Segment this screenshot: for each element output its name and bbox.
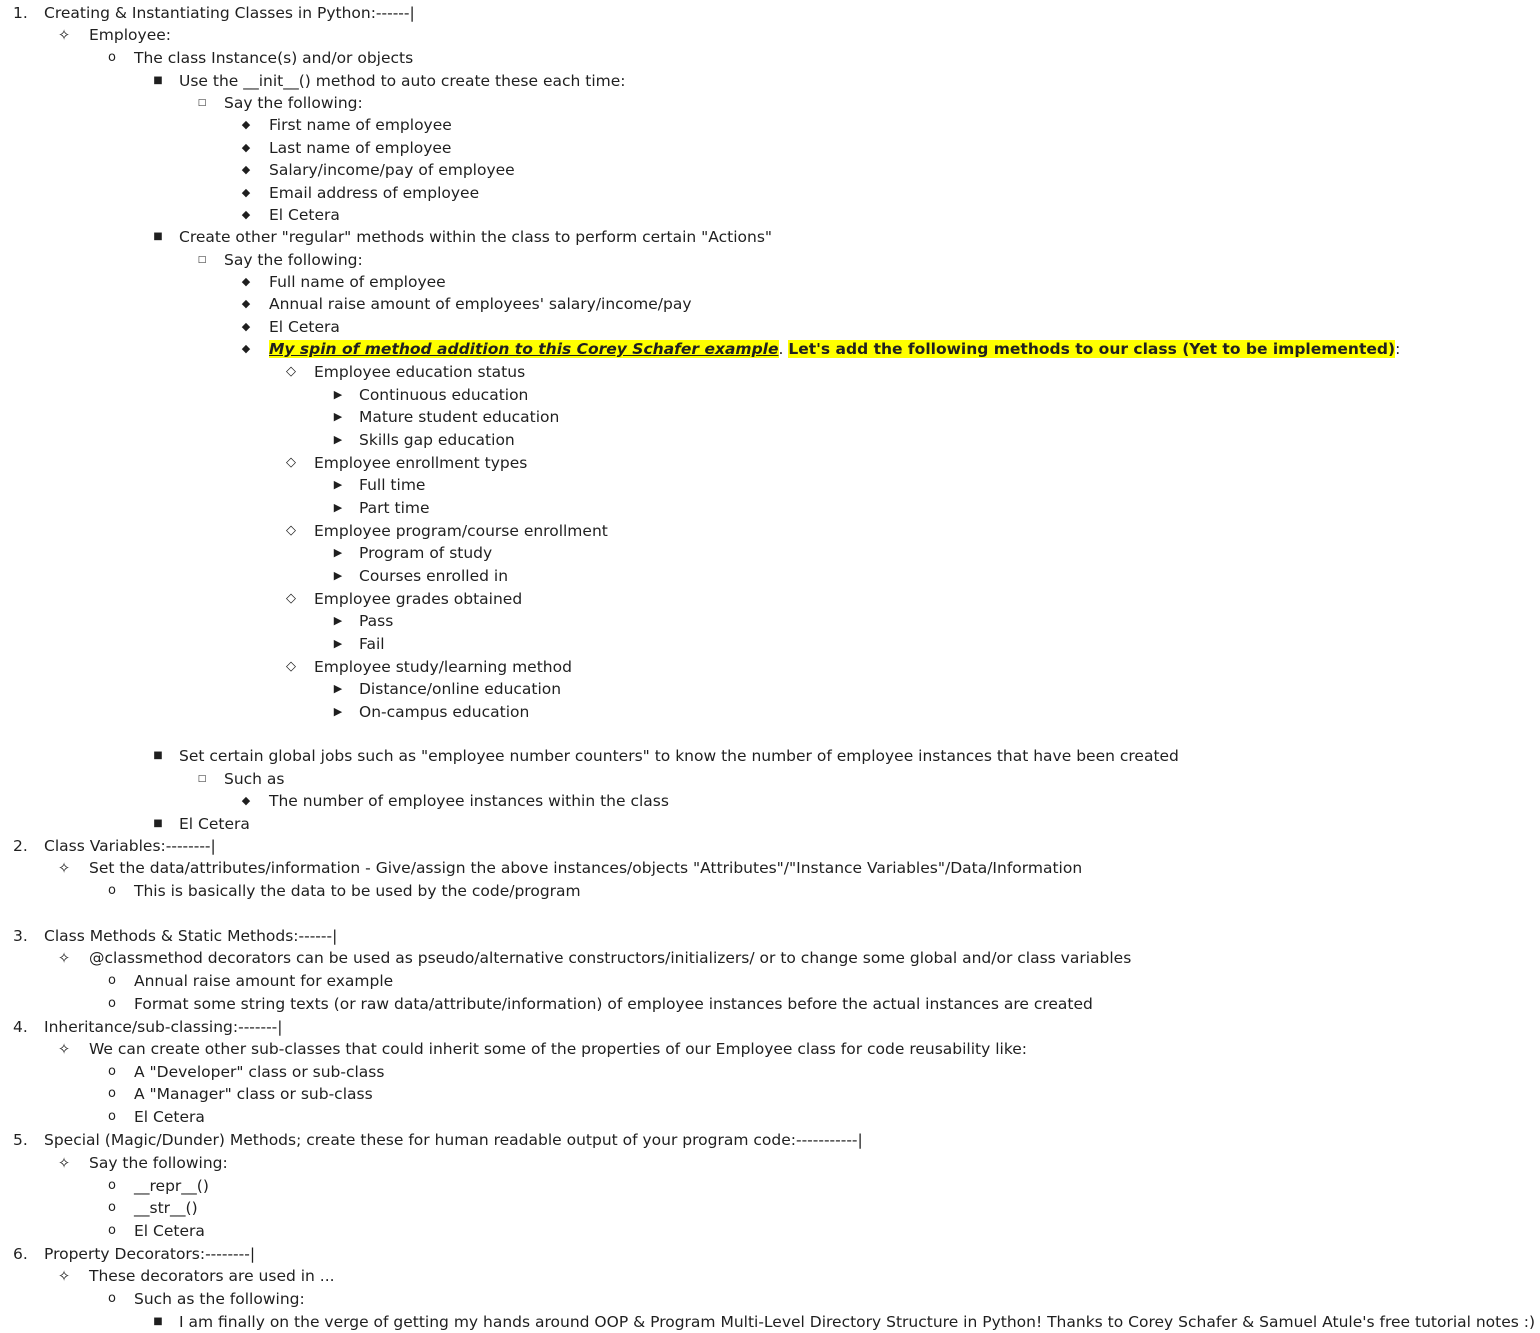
hollow-square-bullet-icon: □ xyxy=(197,98,207,108)
list-item-text: Pass xyxy=(359,612,394,630)
list-item-text: First name of employee xyxy=(269,116,452,134)
arrow-bullet-icon: ▶ xyxy=(333,637,343,650)
list-item-text: Last name of employee xyxy=(269,139,452,157)
list-item-text: A "Developer" class or sub-class xyxy=(134,1063,385,1081)
list-item-text: The class Instance(s) and/or objects xyxy=(134,49,414,67)
list-item-text: Program of study xyxy=(359,544,493,562)
circle-bullet-icon: o xyxy=(108,1109,116,1124)
list-item-text: A "Manager" class or sub-class xyxy=(134,1085,373,1103)
star-bullet-icon: ✧ xyxy=(57,1040,71,1058)
diamond-bullet-icon: ◆ xyxy=(241,275,251,288)
diamond-bullet-icon: ◆ xyxy=(241,297,251,310)
list-item-text: @classmethod decorators can be used as pseudo/alternative constructors/initializers/ or to change some global and/or class variables xyxy=(89,949,1132,967)
arrow-bullet-icon: ▶ xyxy=(333,388,343,401)
list-item-text: Employee program/course enrollment xyxy=(314,522,608,540)
circle-bullet-icon: o xyxy=(108,1200,116,1215)
arrow-bullet-icon: ▶ xyxy=(333,478,343,491)
diamond-bullet-icon: ◆ xyxy=(241,163,251,176)
circle-bullet-icon: o xyxy=(108,996,116,1011)
list-item-text: Full time xyxy=(359,476,426,494)
list-item-text: Fail xyxy=(359,635,385,653)
list-item-text: Part time xyxy=(359,499,430,517)
star-bullet-icon: ✧ xyxy=(57,1267,71,1285)
list-item-text: The number of employee instances within the class xyxy=(269,792,669,810)
arrow-bullet-icon: ▶ xyxy=(333,614,343,627)
list-item-text: Email address of employee xyxy=(269,184,480,202)
list-item-text: Use the __init__() method to auto create these each time: xyxy=(179,72,626,90)
arrow-bullet-icon: ▶ xyxy=(333,682,343,695)
circle-bullet-icon: o xyxy=(108,50,116,65)
list-item-text: Such as xyxy=(224,770,285,788)
list-item-text: Annual raise amount of employees' salary/income/pay xyxy=(269,295,692,313)
list-item-text: Set the data/attributes/information - Give/assign the above instances/objects "Attributes"/"Instance Variables"/Data/Information xyxy=(89,859,1083,877)
diamond-bullet-icon: ◆ xyxy=(241,186,251,199)
section-title: Class Methods & Static Methods:------| xyxy=(44,927,338,945)
diamond-bullet-icon: ◆ xyxy=(241,320,251,333)
list-item-text: El Cetera xyxy=(134,1108,205,1126)
hollow-diamond-bullet-icon: ◇ xyxy=(286,591,296,606)
section-title: Property Decorators:--------| xyxy=(44,1245,256,1263)
hollow-diamond-bullet-icon: ◇ xyxy=(286,364,296,379)
hollow-diamond-bullet-icon: ◇ xyxy=(286,523,296,538)
list-item-text: These decorators are used in ... xyxy=(89,1267,335,1285)
hollow-square-bullet-icon: □ xyxy=(197,255,207,265)
diamond-bullet-icon: ◆ xyxy=(241,141,251,154)
list-item-text: Format some string texts (or raw data/attribute/information) of employee instances before the actual instances are created xyxy=(134,995,1093,1013)
list-item-text: Mature student education xyxy=(359,408,560,426)
list-item-text: Set certain global jobs such as "employee number counters" to know the number of employee instances that have been created xyxy=(179,747,1179,765)
highlight-bold-text: Let's add the following methods to our class (Yet to be implemented) xyxy=(788,340,1396,358)
star-bullet-icon: ✧ xyxy=(57,1154,71,1172)
star-bullet-icon: ✧ xyxy=(57,26,71,44)
list-item-text: Employee enrollment types xyxy=(314,454,528,472)
hollow-diamond-bullet-icon: ◇ xyxy=(286,659,296,674)
list-item-text: Employee education status xyxy=(314,363,526,381)
list-item-text: Full name of employee xyxy=(269,273,446,291)
arrow-bullet-icon: ▶ xyxy=(333,433,343,446)
list-item-text: Continuous education xyxy=(359,386,529,404)
diamond-bullet-icon: ◆ xyxy=(241,118,251,131)
hollow-diamond-bullet-icon: ◇ xyxy=(286,455,296,470)
list-item-text: Salary/income/pay of employee xyxy=(269,161,515,179)
section-title: Class Variables:--------| xyxy=(44,837,216,855)
list-item-text: El Cetera xyxy=(269,318,340,336)
diamond-bullet-icon: ◆ xyxy=(241,208,251,221)
circle-bullet-icon: o xyxy=(108,1064,116,1079)
circle-bullet-icon: o xyxy=(108,1291,116,1306)
section-number: 5. xyxy=(13,1131,28,1149)
circle-bullet-icon: o xyxy=(108,1223,116,1238)
star-bullet-icon: ✧ xyxy=(57,949,71,967)
square-bullet-icon: ■ xyxy=(153,818,163,829)
list-item-text: Skills gap education xyxy=(359,431,515,449)
section-number: 4. xyxy=(13,1018,28,1036)
list-item-text: El Cetera xyxy=(134,1222,205,1240)
arrow-bullet-icon: ▶ xyxy=(333,546,343,559)
arrow-bullet-icon: ▶ xyxy=(333,501,343,514)
list-item-text: Distance/online education xyxy=(359,680,562,698)
arrow-bullet-icon: ▶ xyxy=(333,569,343,582)
section-number: 2. xyxy=(13,837,28,855)
circle-bullet-icon: o xyxy=(108,883,116,898)
circle-bullet-icon: o xyxy=(108,973,116,988)
section-number: 6. xyxy=(13,1245,28,1263)
list-item-text: Employee grades obtained xyxy=(314,590,523,608)
star-bullet-icon: ✧ xyxy=(57,859,71,877)
list-item-text: On-campus education xyxy=(359,703,530,721)
square-bullet-icon: ■ xyxy=(153,750,163,761)
list-item-text: El Cetera xyxy=(179,815,250,833)
list-item-text: Say the following: xyxy=(224,94,363,112)
square-bullet-icon: ■ xyxy=(153,231,163,242)
highlight-emphasis-text: My spin of method addition to this Corey Schafer example xyxy=(269,340,779,358)
circle-bullet-icon: o xyxy=(108,1178,116,1193)
square-bullet-icon: ■ xyxy=(153,1316,163,1327)
arrow-bullet-icon: ▶ xyxy=(333,705,343,718)
highlight-separator: . xyxy=(778,340,789,358)
section-title: Inheritance/sub-classing:-------| xyxy=(44,1018,283,1036)
list-item-text: Create other "regular" methods within the class to perform certain "Actions" xyxy=(179,228,773,246)
highlighted-note xyxy=(269,338,1400,360)
list-item-text: We can create other sub-classes that could inherit some of the properties of our Employee class for code reusability like: xyxy=(89,1040,1028,1058)
hollow-square-bullet-icon: □ xyxy=(197,774,207,784)
list-item-text: __str__() xyxy=(134,1199,198,1217)
diamond-bullet-icon: ◆ xyxy=(241,342,251,355)
list-item-text: Say the following: xyxy=(89,1154,228,1172)
list-item-text: Employee study/learning method xyxy=(314,658,572,676)
section-number: 1. xyxy=(13,4,28,22)
list-item-text: Employee: xyxy=(89,26,171,44)
square-bullet-icon: ■ xyxy=(153,75,163,86)
list-item-text: Such as the following: xyxy=(134,1290,305,1308)
diamond-bullet-icon: ◆ xyxy=(241,794,251,807)
arrow-bullet-icon: ▶ xyxy=(333,410,343,423)
section-title: Creating & Instantiating Classes in Python:------| xyxy=(44,4,415,22)
list-item-text: I am finally on the verge of getting my hands around OOP & Program Multi-Level Directory Structure in Python! Thanks to Corey Schafer & Samuel Atule's free tutorial notes :) xyxy=(179,1313,1536,1331)
list-item-text: This is basically the data to be used by the code/program xyxy=(134,882,581,900)
list-item-text: Say the following: xyxy=(224,251,363,269)
list-item-text: Annual raise amount for example xyxy=(134,972,394,990)
list-item-text: __repr__() xyxy=(134,1177,209,1195)
list-item-text: Courses enrolled in xyxy=(359,567,509,585)
list-item-text: El Cetera xyxy=(269,206,340,224)
section-number: 3. xyxy=(13,927,28,945)
section-title: Special (Magic/Dunder) Methods; create these for human readable output of your program code:-----------| xyxy=(44,1131,863,1149)
circle-bullet-icon: o xyxy=(108,1086,116,1101)
highlight-end: : xyxy=(1395,340,1401,358)
